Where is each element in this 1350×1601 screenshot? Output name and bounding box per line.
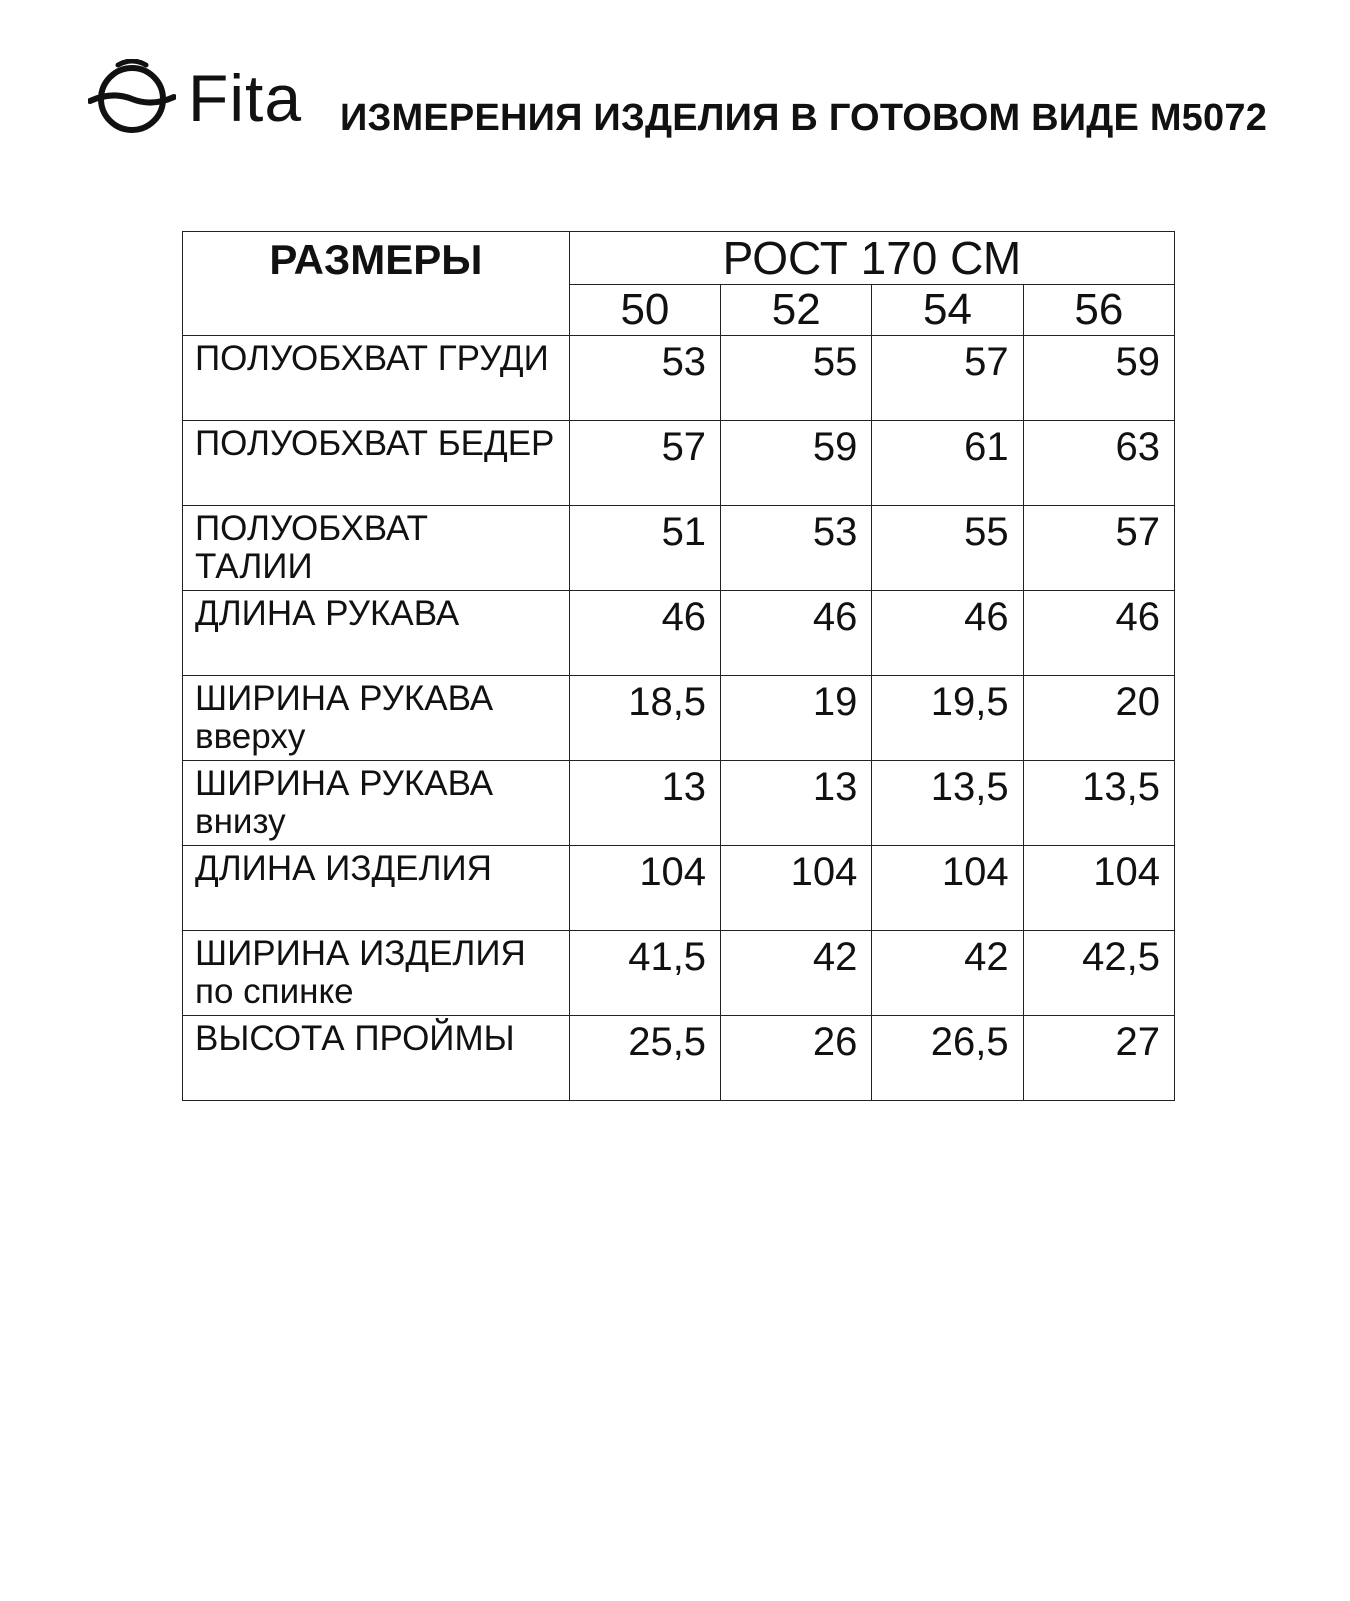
measurement-value: 57	[1023, 506, 1174, 591]
measurement-value: 55	[721, 336, 872, 421]
measurement-value: 41,5	[569, 931, 720, 1016]
table-row	[183, 931, 1175, 1016]
measurement-value: 46	[721, 591, 872, 676]
measurement-value: 25,5	[569, 1016, 720, 1101]
height-header: РОСТ 170 СМ	[569, 232, 1174, 285]
sizes-header: РАЗМЕРЫ	[183, 232, 570, 336]
measurement-value: 104	[872, 846, 1023, 931]
size-header: 50	[569, 285, 720, 336]
table-row	[183, 506, 1175, 591]
measurement-label	[183, 336, 570, 421]
measurement-value: 18,5	[569, 676, 720, 761]
measurement-value: 104	[1023, 846, 1174, 931]
fita-logo-icon	[88, 59, 176, 137]
table-row	[183, 846, 1175, 931]
measurement-value: 42	[721, 931, 872, 1016]
measurement-sublabel: вверху	[195, 717, 306, 756]
measurement-name: ВЫСОТА ПРОЙМЫ	[195, 1019, 515, 1058]
measurement-value: 13,5	[1023, 761, 1174, 846]
measurement-name: ДЛИНА РУКАВА	[195, 594, 460, 633]
measurement-value: 19,5	[872, 676, 1023, 761]
measurement-value: 104	[721, 846, 872, 931]
measurement-sublabel: по спинке	[195, 972, 354, 1011]
measurement-value: 27	[1023, 1016, 1174, 1101]
table-row	[183, 421, 1175, 506]
measurement-value: 26	[721, 1016, 872, 1101]
measurement-label	[183, 421, 570, 506]
measurement-value: 46	[569, 591, 720, 676]
measurement-name: ШИРИНА ИЗДЕЛИЯ	[195, 934, 526, 973]
measurement-sublabel: внизу	[195, 802, 286, 841]
measurement-value: 42	[872, 931, 1023, 1016]
measurement-label	[183, 1016, 570, 1101]
page-title: ИЗМЕРЕНИЯ ИЗДЕЛИЯ В ГОТОВОМ ВИДЕ М5072	[340, 97, 1268, 139]
table-body	[183, 336, 1175, 1101]
measurement-sublabel: ТАЛИИ	[195, 547, 313, 586]
measurement-value: 13	[721, 761, 872, 846]
brand-name: Fita	[188, 61, 303, 135]
measurement-value: 42,5	[1023, 931, 1174, 1016]
measurement-name: ПОЛУОБХВАТ БЕДЕР	[195, 424, 555, 463]
measurement-value: 63	[1023, 421, 1174, 506]
table-row	[183, 591, 1175, 676]
size-header: 54	[872, 285, 1023, 336]
measurement-value: 61	[872, 421, 1023, 506]
measurement-label	[183, 591, 570, 676]
measurement-value: 19	[721, 676, 872, 761]
measurement-label	[183, 506, 570, 591]
size-header: 56	[1023, 285, 1174, 336]
measurement-value: 57	[872, 336, 1023, 421]
measurement-value: 53	[721, 506, 872, 591]
measurement-name: ДЛИНА ИЗДЕЛИЯ	[195, 849, 492, 888]
measurement-name: ШИРИНА РУКАВА	[195, 679, 494, 718]
measurement-value: 55	[872, 506, 1023, 591]
measurement-name: ШИРИНА РУКАВА	[195, 764, 494, 803]
measurement-value: 20	[1023, 676, 1174, 761]
measurement-name: ПОЛУОБХВАТ ГРУДИ	[195, 339, 549, 378]
measurement-value: 46	[872, 591, 1023, 676]
measurement-value: 13,5	[872, 761, 1023, 846]
table-row	[183, 1016, 1175, 1101]
measurement-value: 13	[569, 761, 720, 846]
measurement-value: 57	[569, 421, 720, 506]
measurement-value: 51	[569, 506, 720, 591]
measurement-label	[183, 931, 570, 1016]
measurement-value: 59	[1023, 336, 1174, 421]
measurement-label	[183, 761, 570, 846]
size-header: 52	[721, 285, 872, 336]
header	[88, 55, 1288, 145]
measurement-value: 26,5	[872, 1016, 1023, 1101]
measurement-label	[183, 846, 570, 931]
measurement-value: 104	[569, 846, 720, 931]
table-row	[183, 336, 1175, 421]
table-row	[183, 761, 1175, 846]
measurement-value: 46	[1023, 591, 1174, 676]
measurement-value: 59	[721, 421, 872, 506]
table-row	[183, 676, 1175, 761]
measurement-name: ПОЛУОБХВАТ	[195, 509, 428, 548]
size-table	[182, 231, 1175, 1101]
table-header-row	[183, 232, 1175, 285]
measurement-value: 53	[569, 336, 720, 421]
measurement-label	[183, 676, 570, 761]
